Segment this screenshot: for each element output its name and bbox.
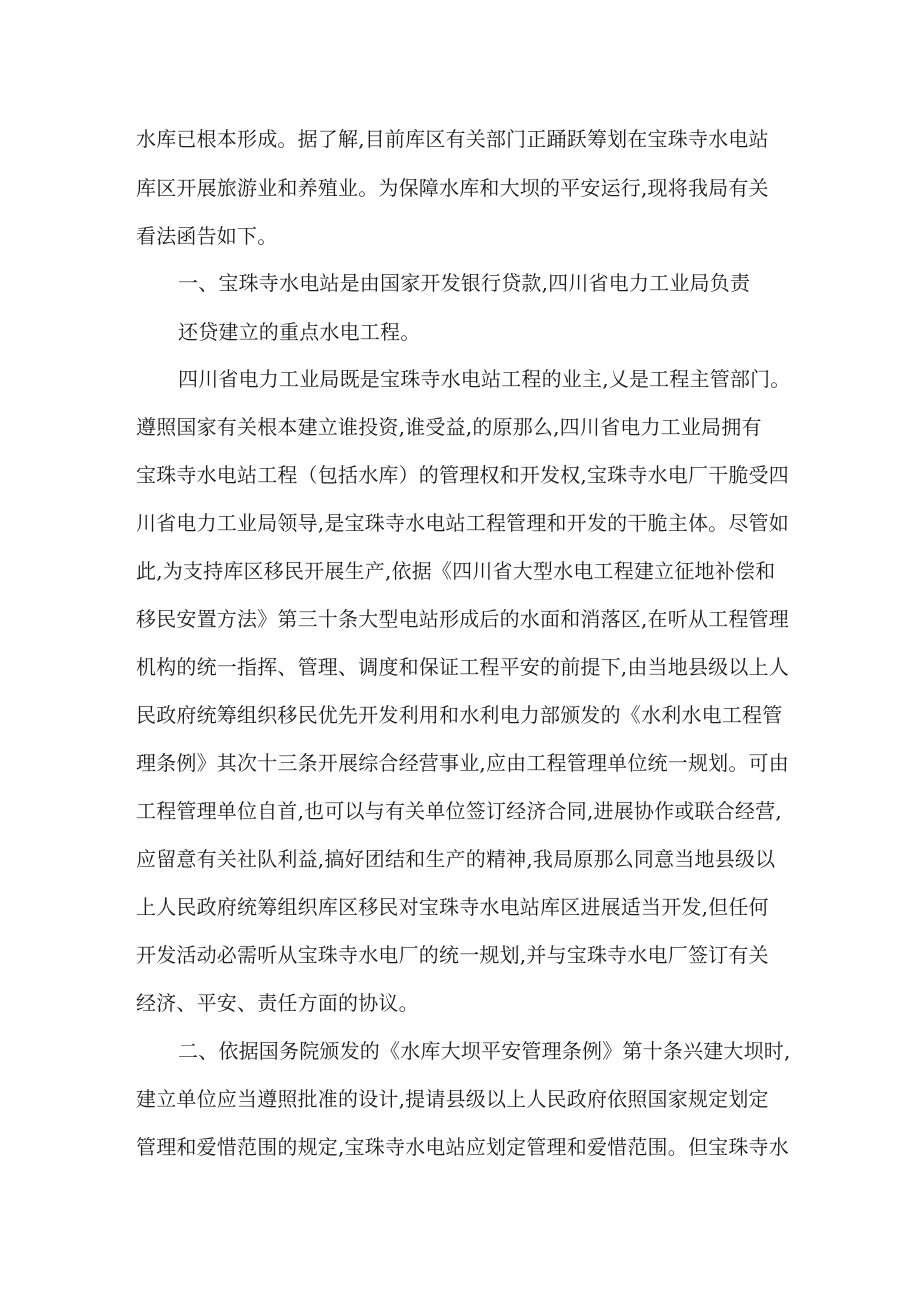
- text-line: 一、宝珠寺水电站是由国家开发银行贷款,四川省电力工业局负责: [178, 271, 751, 295]
- text-line: 开发活动必需听从宝珠寺水电厂的统一规划,并与宝珠寺水电厂签订有关: [136, 943, 769, 967]
- text-line: 民政府统筹组织移民优先开发利用和水利电力部颁发的《水利水电工程管: [136, 703, 783, 727]
- text-line: 还贷建立的重点水电工程。: [178, 320, 421, 344]
- text-line: 川省电力工业局领导,是宝珠寺水电站工程管理和开发的干脆主体。尽管如: [136, 511, 789, 535]
- text-line: 四川省电力工业局既是宝珠寺水电站工程的业主,乂是工程主管部门。: [178, 367, 791, 391]
- text-line: 库区开展旅游业和养殖业。为保障水库和大坝的平安运行,现将我局有关: [136, 176, 769, 200]
- text-line: 此,为支持库区移民开展生产,依据《四川省大型水电工程建立征地补偿和: [136, 559, 776, 583]
- text-line: 宝珠寺水电站工程（包括水库）的管理权和开发权,宝珠寺水电厂干脆受四: [136, 463, 789, 487]
- text-line: 看法函告如下。: [136, 224, 278, 248]
- text-line: 遵照国家有关根本建立谁投资,谁受益,的原那么,四川省电力工业局拥有: [136, 415, 762, 439]
- text-line: 移民安置方法》第三十条大型电站形成后的水面和消落区,在听从工程管理: [136, 607, 789, 631]
- text-line: 理条例》其次十三条开展综合经营事业,应由工程管理单位统一规划。可由: [136, 751, 789, 775]
- text-line: 水库已根本形成。据了解,目前库区有关部门正踊跃筹划在宝珠寺水电站: [136, 127, 769, 151]
- text-line: 管理和爱惜范围的规定,宝珠寺水电站应划定管理和爱惜范围。但宝珠寺水: [136, 1135, 789, 1159]
- text-line: 机构的统一指挥、管理、调度和保证工程平安的前提下,由当地县级以上人: [136, 655, 789, 679]
- text-line: 工程管理单位自首,也可以与有关单位签订经济合同,进展协作或联合经营,: [136, 799, 782, 823]
- text-line: 经济、平安、责任方面的协议。: [136, 991, 419, 1015]
- text-line: 二、依据国务院颁发的《水库大坝平安管理条例》第十条兴建大坝时,: [178, 1039, 791, 1063]
- text-line: 上人民政府统筹组织库区移民对宝珠寺水电站库区进展适当开发,但任何: [136, 895, 769, 919]
- text-line: 应留意有关社队利益,搞好团结和生产的精神,我局原那么同意当地县级以: [136, 847, 776, 871]
- text-line: 建立单位应当遵照批准的设计,提请县级以上人民政府依照国家规定划定: [136, 1087, 769, 1111]
